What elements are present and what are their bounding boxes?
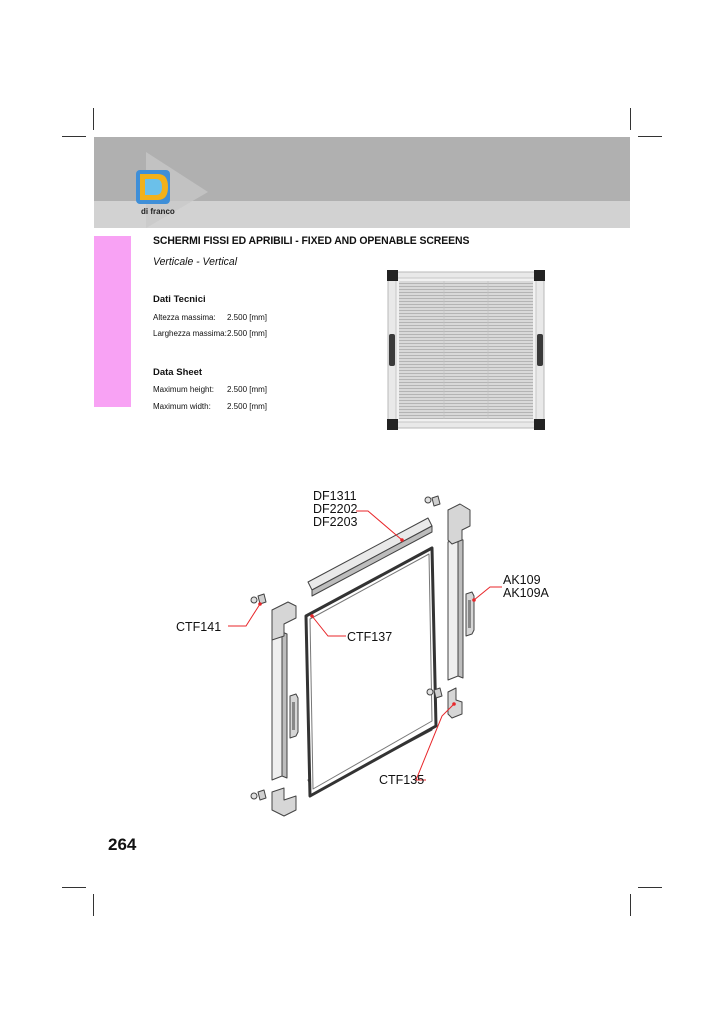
spec-label: Altezza massima: (153, 313, 216, 322)
label-ctf135: CTF135 (379, 773, 425, 787)
spec-label: Maximum height: (153, 385, 214, 394)
brand-logo (128, 148, 214, 228)
spec-value: 2.500 [mm] (227, 329, 268, 338)
label-df1311: DF1311 (313, 489, 357, 503)
spec-label: Larghezza massima: (153, 329, 227, 338)
label-df2203: DF2203 (313, 515, 358, 529)
crop-mark (630, 108, 631, 130)
page-number: 264 (108, 835, 137, 854)
label-ctf141: CTF141 (176, 620, 222, 634)
data-sheet-heading: Data Sheet (153, 367, 203, 378)
section-color-tab (94, 236, 131, 407)
page-subtitle: Verticale - Vertical (153, 256, 238, 268)
crop-mark (638, 136, 662, 137)
crop-mark (93, 108, 94, 130)
crop-mark (62, 887, 86, 888)
svg-text:di franco: di franco (141, 207, 175, 216)
crop-mark (630, 894, 631, 916)
label-ctf137: CTF137 (347, 630, 393, 644)
crop-mark (638, 887, 662, 888)
dati-tecnici-heading: Dati Tecnici (153, 294, 206, 305)
crop-mark (93, 894, 94, 916)
spec-value: 2.500 [mm] (227, 313, 268, 322)
spec-label: Maximum width: (153, 402, 211, 411)
spec-value: 2.500 [mm] (227, 385, 268, 394)
exploded-diagram (160, 470, 580, 830)
spec-value: 2.500 [mm] (227, 402, 268, 411)
label-df2202: DF2202 (313, 502, 358, 516)
label-ak109a: AK109A (503, 586, 549, 600)
product-photo (382, 268, 550, 432)
page-title: SCHERMI FISSI ED APRIBILI - FIXED AND OPENABLE SCREENS (153, 235, 470, 247)
label-ak109: AK109 (503, 573, 541, 587)
crop-mark (62, 136, 86, 137)
